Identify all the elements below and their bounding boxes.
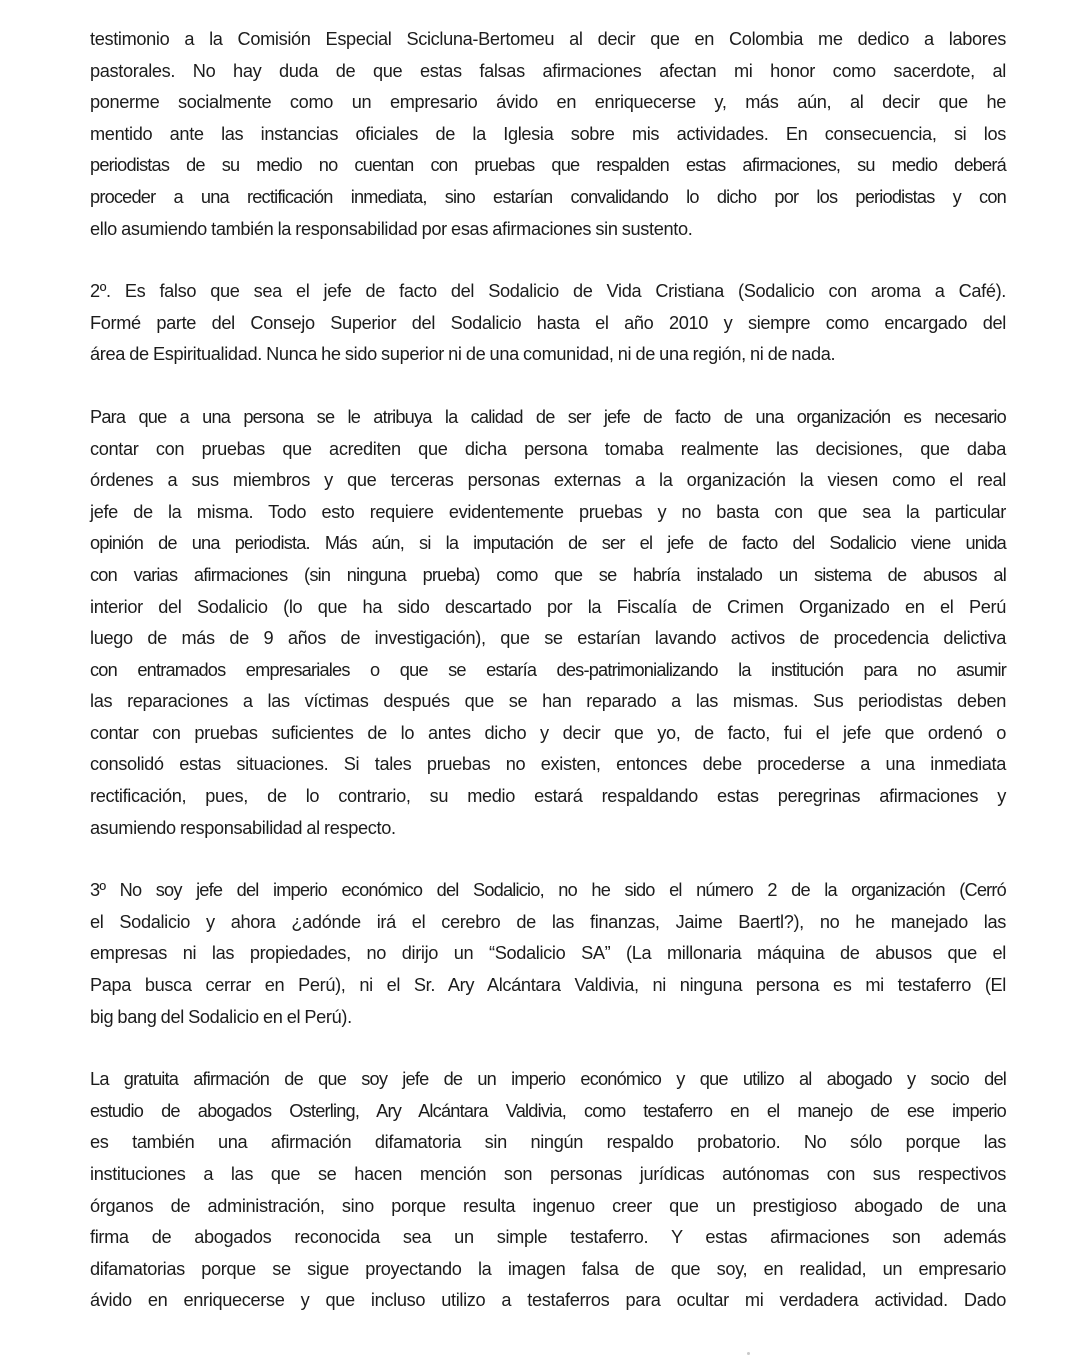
text-line: jefe de la misma. Todo esto requiere evidentemente pruebas y no basta con que sea la particular (90, 501, 1006, 522)
text-line: mentido ante las instancias oficiales de la Iglesia sobre mis actividades. En consecuencia, si los (90, 123, 1006, 144)
text-line: La gratuita afirmación de que soy jefe de un imperio económico y que utilizo al abogado y socio del (90, 1069, 1006, 1090)
text-line: las reparaciones a las víctimas después que se han reparado a las mismas. Sus periodistas deben (90, 691, 1006, 712)
text-line: estudio de abogados Osterling, Ary Alcántara Valdivia, como testaferro en el manejo de ese imperio (90, 1100, 1006, 1121)
text-line: con varias afirmaciones (sin ninguna prueba) como que se habría instalado un sistema de abusos al (90, 564, 1006, 585)
text-line: rectificación, pues, de lo contrario, su medio estará respaldando estas peregrinas afirmaciones y (90, 786, 1006, 807)
text-line: empresas ni las propiedades, no dirijo un “Sodalicio SA” (La millonaria máquina de abusos que el (90, 943, 1006, 964)
text-line: Papa busca cerrar en Perú), ni el Sr. Ary Alcántara Valdivia, ni ninguna persona es mi testaferro (El (90, 975, 1006, 996)
text-line: área de Espiritualidad. Nunca he sido superior ni de una comunidad, ni de una región, ni de nada. (90, 344, 836, 365)
text-line: 3º No soy jefe del imperio económico del Sodalicio, no he sido el número 2 de la organización (Cerró (90, 880, 1006, 901)
text-line: pastorales. No hay duda de que estas falsas afirmaciones afectan mi honor como sacerdote, al (90, 60, 1006, 81)
text-line: órganos de administración, sino porque resulta ingenuo creer que un prestigioso abogado de una (90, 1195, 1006, 1216)
text-line: ello asumiendo también la responsabilidad por esas afirmaciones sin sustento. (90, 218, 693, 239)
text-line: proceder a una rectificación inmediata, sino estarían convalidando lo dicho por los periodistas y con (90, 186, 1006, 207)
text-line: con entramados empresariales o que se estaría des-patrimonializando la institución para no asumir (90, 659, 1006, 680)
paragraph-economic-empire (90, 1064, 1006, 1317)
text-line: luego de más de 9 años de investigación), que se estarían lavando activos de procedencia delictiva (90, 628, 1006, 649)
text-line: ponerme socialmente como un empresario ávido en enriquecerse y, más aún, al decir que he (90, 92, 1006, 113)
text-line: periodistas de su medio no cuentan con pruebas que respalden estas afirmaciones, su medio deberá (90, 155, 1006, 176)
text-line: ávido en enriquecerse y que incluso utilizo a testaferros para ocultar mi verdadera actividad. Dado (90, 1290, 1006, 1311)
document-page (90, 24, 1006, 1348)
text-line: contar con pruebas que acrediten que dicha persona tomaba realmente las decisiones, que daba (90, 438, 1006, 459)
text-line: big bang del Sodalicio en el Perú). (90, 1006, 352, 1027)
text-line: difamatorias porque se sigue proyectando la imagen falsa de que soy, en realidad, un empresario (90, 1258, 1006, 1279)
paragraph-testimony (90, 24, 1006, 245)
text-line: interior del Sodalicio (lo que ha sido descartado por la Fiscalía de Crimen Organizado en el Perú (90, 596, 1006, 617)
text-line: 2º. Es falso que sea el jefe de facto del Sodalicio de Vida Cristiana (Sodalicio con aroma a Café). (90, 281, 1006, 302)
text-line: Formé parte del Consejo Superior del Sodalicio hasta el año 2010 y siempre como encargado del (90, 312, 1006, 333)
text-line: asumiendo responsabilidad al respecto. (90, 817, 396, 838)
text-line: firma de abogados reconocida sea un simple testaferro. Y estas afirmaciones son además (90, 1227, 1006, 1248)
text-line: Para que a una persona se le atribuya la calidad de ser jefe de facto de una organización es necesario (90, 406, 1006, 427)
text-line: el Sodalicio y ahora ¿adónde irá el cerebro de las finanzas, Jaime Baertl?), no he manejado las (90, 911, 1006, 932)
text-line: opinión de una periodista. Más aún, si la imputación de ser el jefe de facto del Sodalicio viene unida (90, 533, 1006, 554)
text-line: instituciones a las que se hacen mención son personas jurídicas autónomas con sus respectivos (90, 1164, 1006, 1184)
text-line: testimonio a la Comisión Especial Scicluna-Bertomeu al decir que en Colombia me dedico a labores (90, 29, 1006, 49)
paragraph-point-2 (90, 276, 1006, 371)
text-line: órdenes a sus miembros y que terceras personas externas a la organización la viesen como el real (90, 470, 1006, 491)
text-line: consolidó estas situaciones. Si tales pruebas no existen, entonces debe procederse a una inmediata (90, 754, 1006, 775)
paragraph-point-3 (90, 875, 1006, 1033)
text-line: contar con pruebas suficientes de lo antes dicho y decir que yo, de facto, fui el jefe que ordenó o (90, 722, 1006, 743)
paragraph-de-facto-chief (90, 402, 1006, 844)
scan-speck (747, 1352, 750, 1355)
text-line: es también una afirmación difamatoria sin ningún respaldo probatorio. No sólo porque las (90, 1132, 1006, 1153)
